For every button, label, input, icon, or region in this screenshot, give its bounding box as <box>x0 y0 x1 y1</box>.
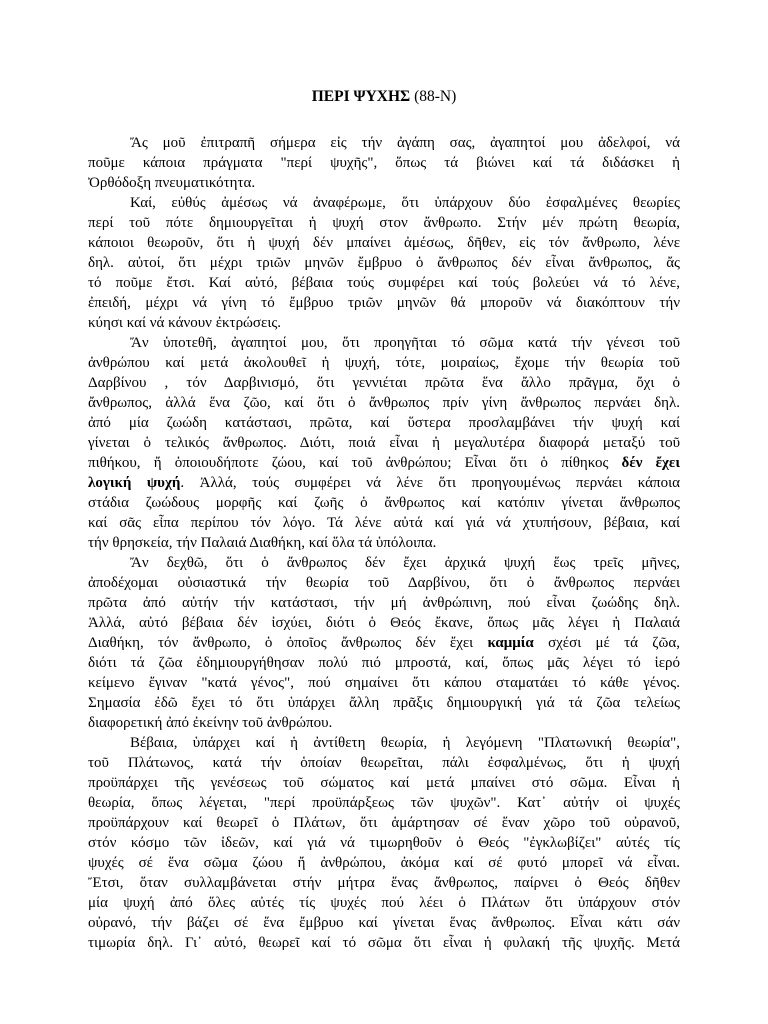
line-text: τιμωρία δηλ. Γι᾽ αὐτό, θεωρεῖ καί τό σῶμα ὅτι εἶναι ἡ φυλακή τῆς ψυχῆς. Μετά <box>88 935 680 951</box>
line-text: Ἄν ὑποτεθῆ, ἀγαπητοί μου, ὅτι προηγῆται τό σῶμα κατά τήν γένεσι τοῦ <box>130 335 680 351</box>
text-line <box>88 213 680 233</box>
line-text: μία ψυχή ἀπό ὅλες αὐτές τίς ψυχές πού λέει ὁ Πλάτων ὅτι ὑπάρχουν στόν <box>88 895 680 911</box>
line-text: Σημασία ἐδῶ ἔχει τό ὅτι ὑπάρχει ἄλλη πρᾶξις δημιουργική γιά τά ζῶα τελείως <box>88 695 680 711</box>
line-text: τοῦ Πλάτωνος, κατά τήν ὁποίαν θεωρεῖται, πάλι ἐσφαλμένως, ὅτι ἡ ψυχή <box>88 755 680 771</box>
line-text: σχέσι μέ τά ζῶα, <box>533 635 680 651</box>
line-text: ἀνθρώπου καί μετά ἀκολουθεῖ ἡ ψυχή, τότε, μοιραίως, ἔχομε τήν θεωρία τοῦ <box>88 355 680 371</box>
text-line <box>88 173 680 193</box>
line-text: Διαθήκη, τόν ἄνθρωπο, ὁ ὁποῖος ἄνθρωπος δέν ἔχει <box>88 635 488 651</box>
line-text: ἐπειδή, μέχρι νά γίνη τό ἔμβρυο τριῶν μηνῶν θά μποροῦν νά διακόπτουν τήν <box>88 295 680 311</box>
line-text: τό ποῦμε ἔτσι. Καί αὐτό, βέβαια τούς συμφέρει καί τούς βολεύει νά τό λένε, <box>88 275 680 291</box>
paragraph <box>88 133 680 193</box>
text-line <box>88 653 680 673</box>
text-line <box>88 793 680 813</box>
text-line <box>88 713 680 733</box>
line-text: πρῶτα ἀπό αὐτήν τήν κατάστασι, τήν μή ἀνθρώπινη, πού εἶναι ζωώδης δηλ. <box>88 595 680 611</box>
text-line <box>88 313 680 333</box>
paragraph <box>88 333 680 553</box>
bold-emphasis-text: δέν ἔχει <box>621 455 680 471</box>
text-line <box>88 593 680 613</box>
line-text: Βέβαια, ὑπάρχει καί ἡ ἀντίθετη θεωρία, ἡ λεγόμενη "Πλατωνική θεωρία", <box>130 735 680 751</box>
text-line <box>88 733 680 753</box>
paragraph <box>88 733 680 953</box>
text-line <box>88 353 680 373</box>
line-text: ἀπό μία ζωώδη κατάστασι, πρῶτα, καί ὕστερα προσλαμβάνει τήν ψυχή καί <box>88 415 680 431</box>
text-line <box>88 673 680 693</box>
line-text: ποῦμε κάποια πράγματα "περί ψυχῆς", ὅπως τά βιώνει καί τά διδάσκει ἡ <box>88 155 680 171</box>
text-line <box>88 433 680 453</box>
text-line <box>88 293 680 313</box>
text-line <box>88 693 680 713</box>
line-text: διότι τά ζῶα ἐδημιουργήθησαν πολύ πιό μπροστά, καί, ὅπως μᾶς λέγει τό ἱερό <box>88 655 680 671</box>
text-line <box>88 253 680 273</box>
line-text: πιθήκου, ἤ ὁποιουδήποτε ζώου, καί τοῦ ἀνθρώπου; Εἶναι ὅτι ὁ πίθηκος <box>88 455 622 471</box>
line-text: Καί, εὐθύς ἀμέσως νά ἀναφέρωμε, ὅτι ὑπάρχουν δύο ἐσφαλμένες θεωρίες <box>130 195 680 211</box>
line-text: ἄνθρωπος, ἀλλά ἕνα ζῶο, καί ὅτι ὁ ἄνθρωπος πρίν γίνη ἄνθρωπος περνάει δηλ. <box>88 395 680 411</box>
line-text: τήν θρησκεία, τήν Παλαιά Διαθήκη, καί ὅλα τά ὑπόλοιπα. <box>88 535 437 551</box>
text-line <box>88 553 680 573</box>
document-title <box>0 87 768 107</box>
line-text: . Ἀλλά, τούς συμφέρει νά λένε ὅτι προηγουμένως περνάει κάποια <box>180 475 680 491</box>
title-main-text: ΠΕΡΙ ΨΥΧΗΣ <box>311 88 411 105</box>
title-suffix-text: (88-Ν) <box>414 88 457 105</box>
text-line <box>88 193 680 213</box>
text-line <box>88 813 680 833</box>
text-line <box>88 773 680 793</box>
text-line <box>88 633 680 653</box>
line-text: καί σᾶς εἶπα περίπου τόν λόγο. Τά λένε αὐτά καί γιά νά χτυπήσουν, βέβαια, καί <box>88 515 680 531</box>
text-line <box>88 933 680 953</box>
line-text: κύησι καί νά κάνουν ἐκτρώσεις. <box>88 315 282 331</box>
text-line <box>88 513 680 533</box>
line-text: στόν κόσμο τῶν ἰδεῶν, καί γιά νά τιμωρηθοῦν ὁ Θεός "ἐγκλωβίζει" αὐτές τίς <box>88 835 680 851</box>
text-line <box>88 273 680 293</box>
text-line <box>88 913 680 933</box>
text-line <box>88 233 680 253</box>
text-line <box>88 893 680 913</box>
text-line <box>88 393 680 413</box>
line-text: διαφορετική ἀπό ἐκείνην τοῦ ἀνθρώπου. <box>88 715 333 731</box>
line-text: προϋπάρχει τῆς γενέσεως τοῦ σώματος καί μετά μπαίνει στό σῶμα. Εἶναι ἡ <box>88 775 680 791</box>
text-line <box>88 133 680 153</box>
line-text: οὐρανό, τήν βάζει σέ ἕνα ἔμβρυο καί γίνεται ἕνας ἄνθρωπος. Εἶναι κάτι σάν <box>88 915 680 931</box>
text-line <box>88 333 680 353</box>
text-line <box>88 873 680 893</box>
text-line <box>88 613 680 633</box>
text-line <box>88 573 680 593</box>
line-text: Ἄν δεχθῶ, ὅτι ὁ ἄνθρωπος δέν ἔχει ἀρχικά ψυχή ἕως τρεῖς μῆνες, <box>130 555 680 571</box>
document-body <box>88 133 680 953</box>
text-line <box>88 533 680 553</box>
text-line <box>88 413 680 433</box>
line-text: Ὀρθόδοξη πνευματικότητα. <box>88 175 256 191</box>
line-text: κείμενο ἔγιναν "κατά γένος", πού σημαίνει ὅτι κάπου σταματάει τό κάθε γένος. <box>88 675 680 691</box>
line-text: ἀποδέχομαι οὐσιαστικά τήν θεωρία τοῦ Δαρβίνου, ὅτι ὁ ἄνθρωπος περνάει <box>88 575 680 591</box>
line-text: περί τοῦ πότε δημιουργεῖται ἡ ψυχή στον ἄνθρωπο. Στήν μέν πρώτη θεωρία, <box>88 215 680 231</box>
line-text: στάδια ζωώδους μορφῆς καί ζωῆς ὁ ἄνθρωπος καί κατόπιν γίνεται ἄνθρωπος <box>88 495 680 511</box>
text-line <box>88 853 680 873</box>
bold-emphasis-text: λογική ψυχή <box>88 475 181 491</box>
line-text: ψυχές σέ ἕνα σῶμα ζώου ἤ ἀνθρώπου, ἀκόμα καί σέ φυτό μπορεῖ νά εἶναι. <box>88 855 680 871</box>
line-text: Δαρβίνου , τόν Δαρβινισμό, ὅτι γεννιέται πρῶτα ἕνα ἄλλο πρᾶγμα, ὄχι ὁ <box>88 375 680 391</box>
line-text: προϋπάρχουν καί θεωρεῖ ὁ Πλάτων, ὅτι ἁμάρτησαν σέ ἕναν χῶρο τοῦ οὐρανοῦ, <box>88 815 680 831</box>
bold-emphasis-text: καμμία <box>487 635 534 651</box>
line-text: γίνεται ὁ τελικός ἄνθρωπος. Διότι, ποιά εἶναι ἡ μεγαλυτέρα διαφορά μεταξύ τοῦ <box>88 435 680 451</box>
line-text: θεωρία, ὅπως λέγεται, "περί προϋπάρξεως τῶν ψυχῶν". Κατ᾽ αὐτήν οἱ ψυχές <box>88 795 680 811</box>
line-text: Ἔτσι, ὅταν συλλαμβάνεται στήν μήτρα ἕνας ἄνθρωπος, παίρνει ὁ Θεός δῆθεν <box>88 875 680 891</box>
text-line <box>88 833 680 853</box>
line-text: Ἀλλά, αὐτό βέβαια δέν ἰσχύει, διότι ὁ Θεός ἔκανε, ὅπως μᾶς λέγει ἡ Παλαιά <box>88 615 680 631</box>
text-line <box>88 373 680 393</box>
text-line <box>88 153 680 173</box>
text-line <box>88 473 680 493</box>
line-text: κάποιοι θεωροῦν, ὅτι ἡ ψυχή δέν μπαίνει ἀμέσως, δῆθεν, εἰς τόν ἄνθρωπο, λένε <box>88 235 680 251</box>
text-line <box>88 453 680 473</box>
paragraph <box>88 193 680 333</box>
line-text: Ἄς μοῦ ἐπιτραπῆ σήμερα εἰς τήν ἀγάπη σας, ἀγαπητοί μου ἀδελφοί, νά <box>130 135 680 151</box>
text-line <box>88 493 680 513</box>
text-line <box>88 753 680 773</box>
line-text: δηλ. αὐτοί, ὅτι μέχρι τριῶν μηνῶν ἔμβρυο ὁ ἄνθρωπος δέν εἶναι ἄνθρωπος, ἄς <box>88 255 680 271</box>
paragraph <box>88 553 680 733</box>
